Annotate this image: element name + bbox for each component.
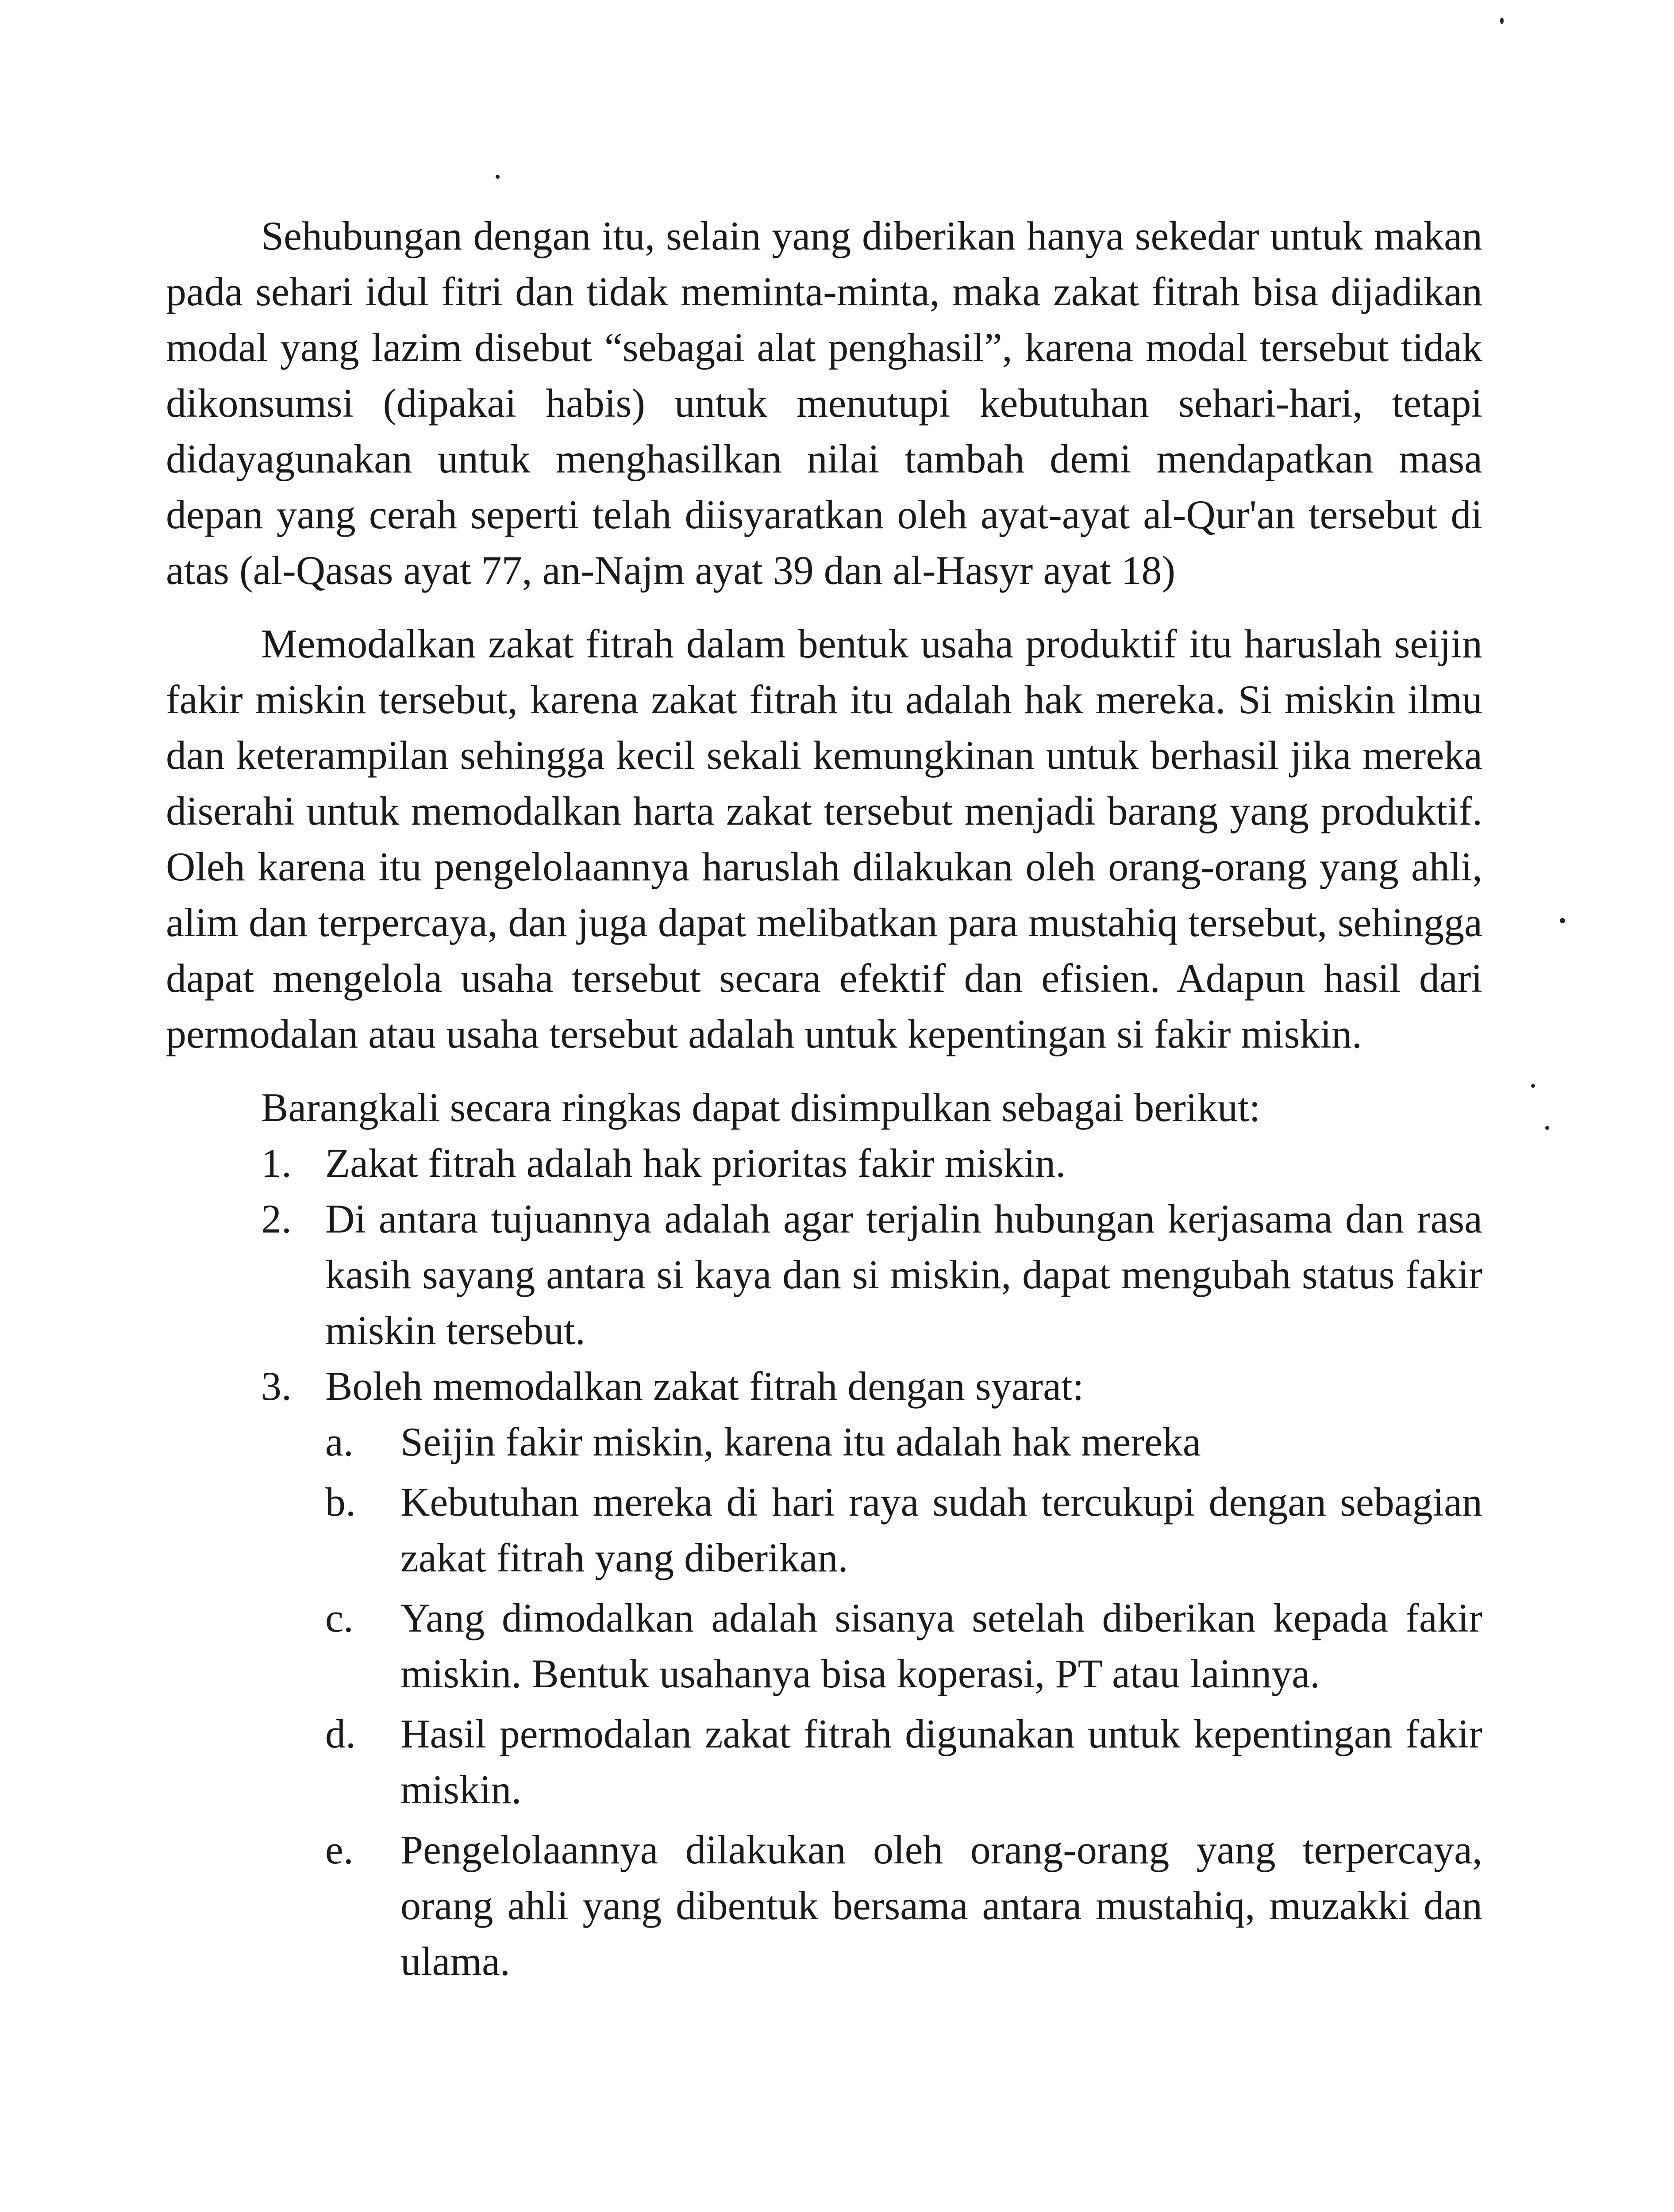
sublist-item-text: Seijin fakir miskin, karena itu adalah hak mereka (400, 1419, 1201, 1464)
sublist-item-text: Pengelolaannya dilakukan oleh orang-orang yang terpercaya, orang ahli yang dibentuk bersama antara mustahiq, muzakki dan ulama. (400, 1827, 1482, 1984)
sublist-item (166, 1474, 1482, 1586)
sublist-item-text: Yang dimodalkan adalah sisanya setelah diberikan kepada fakir miskin. Bentuk usahanya bisa koperasi, PT atau lainnya. (400, 1595, 1482, 1696)
summary-list (166, 1135, 1482, 1414)
list-item-text: Boleh memodalkan zakat fitrah dengan syarat: (325, 1363, 1084, 1409)
scan-speck (1545, 1126, 1549, 1130)
paragraph-1: Sehubungan dengan itu, selain yang diberikan hanya sekedar untuk makan pada sehari idul fitri dan tidak meminta-minta, maka zakat fitrah bisa dijadikan modal yang lazim disebut “sebagai alat penghasil”, karena modal tersebut tidak dikonsumsi (dipakai habis) untuk menutupi kebutuhan sehari-hari, tetapi didayagunakan untuk menghasilkan nilai tambah demi mendapatkan masa depan yang cerah seperti telah diisyaratkan oleh ayat-ayat al-Qur'an tersebut di atas (al-Qasas ayat 77, an-Najm ayat 39 dan al-Hasyr ayat 18) (166, 213, 1482, 593)
scan-speck (1531, 1084, 1535, 1088)
sublist-item (166, 1706, 1482, 1817)
list-number: 1. (261, 1141, 292, 1186)
sublist-item-text: Kebutuhan mereka di hari raya sudah tercukupi dengan sebagian zakat fitrah yang diberikan. (400, 1479, 1482, 1580)
page-body (166, 208, 1482, 1993)
sublist-letter: e. (325, 1827, 354, 1872)
sublist-letter: a. (325, 1419, 354, 1464)
scan-speck (1500, 18, 1504, 24)
summary-intro: Barangkali secara ringkas dapat disimpulkan sebagai berikut: (261, 1085, 1261, 1130)
list-item-text: Zakat fitrah adalah hak prioritas fakir miskin. (325, 1141, 1066, 1186)
sublist-item (166, 1414, 1482, 1470)
list-item-text: Di antara tujuannya adalah agar terjalin hubungan kerjasama dan rasa kasih sayang antara si kaya dan si miskin, dapat mengubah status fakir miskin tersebut. (325, 1196, 1482, 1353)
scan-speck (496, 175, 500, 179)
list-number: 3. (261, 1363, 292, 1409)
sublist-letter: d. (325, 1711, 356, 1756)
paragraph-2: Memodalkan zakat fitrah dalam bentuk usaha produktif itu haruslah seijin fakir miskin tersebut, karena zakat fitrah itu adalah hak mereka. Si miskin ilmu dan keterampilan sehingga kecil sekali kemungkinan untuk berhasil jika mereka diserahi untuk memodalkan harta zakat tersebut menjadi barang yang produktif. Oleh karena itu pengelolaannya haruslah dilakukan oleh orang-orang yang ahli, alim dan terpercaya, dan juga dapat melibatkan para mustahiq tersebut, sehingga dapat mengelola usaha tersebut secara efektif dan efisien. Adapun hasil dari permodalan atau usaha tersebut adalah untuk kepentingan si fakir miskin. (166, 621, 1482, 1056)
condition-sublist (166, 1414, 1482, 1989)
sublist-letter: c. (325, 1595, 354, 1640)
list-item (166, 1135, 1482, 1191)
scan-speck (1560, 918, 1565, 923)
sublist-item-text: Hasil permodalan zakat fitrah digunakan untuk kepentingan fakir miskin. (400, 1711, 1482, 1812)
sublist-letter: b. (325, 1479, 356, 1525)
list-item (166, 1191, 1482, 1358)
sublist-item (166, 1590, 1482, 1701)
list-item (166, 1358, 1482, 1414)
list-number: 2. (261, 1196, 292, 1241)
sublist-item (166, 1822, 1482, 1989)
